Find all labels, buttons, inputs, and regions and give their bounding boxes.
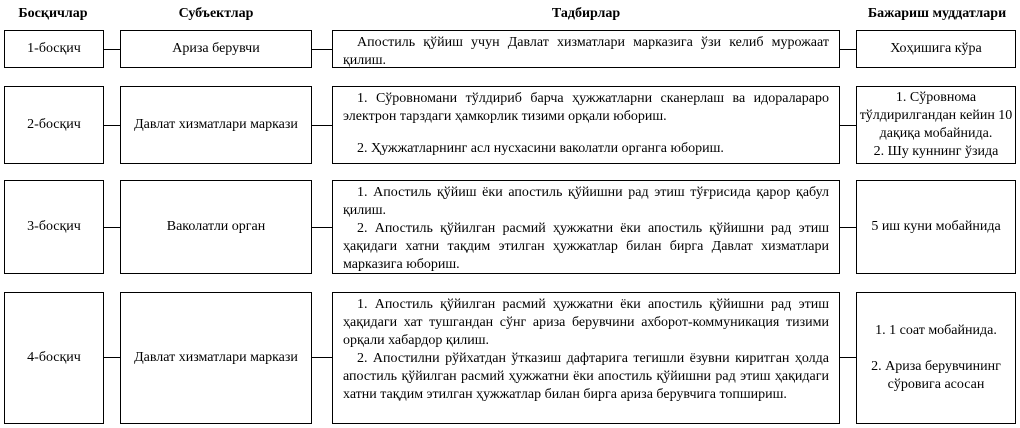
deadline-text: Хоҳишига кўра [890,41,982,56]
deadline-box-2 [856,86,1016,164]
deadline-box-4 [856,292,1016,424]
header-subjects: Субъектлар [178,6,254,21]
deadline-box-1 [856,30,1016,68]
deadline-text: 2. Шу куннинг ўзида [873,144,999,159]
connector [840,125,856,126]
actions-box-4 [332,292,840,424]
actions-box-2 [332,86,840,164]
stage-box-2: 2-босқич [4,86,104,164]
actions-box-3 [332,180,840,274]
connector [840,357,856,358]
actions-box-1 [332,30,840,68]
action-text: 2. Апостиль қўйилган расмий ҳужжатни ёки апостиль қўйишни рад этиш ҳақидаги хатни тақдим этилган ҳужжатлар билан бирга Давлат хизматлари марказига юбориш. [343,221,829,272]
connector [312,49,332,50]
subject-box-2: Давлат хизматлари маркази [120,86,312,164]
header-stages: Босқичлар [18,6,88,21]
stage-box-3: 3-босқич [4,180,104,274]
action-text: Апостиль қўйиш учун Давлат хизматлари марказига ўзи келиб мурожаат қилиш. [343,35,829,68]
action-text: 2. Ҳужжатларнинг асл нусхасини ваколатли органга юбориш. [357,141,724,156]
action-text: 1. Сўровномани тўлдириб барча ҳужжатларни сканерлаш ва идоралараро электрон тарздаги ҳамкорлик тизими орқали юбориш. [343,91,829,124]
subject-box-4: Давлат хизматлари маркази [120,292,312,424]
deadline-text: 1. Сўровнома тўлдирилгандан кейин 10 дақиқа мобайнида. [859,90,1013,141]
connector [840,49,856,50]
connector [312,357,332,358]
action-text: 1. Апостиль қўйиш ёки апостиль қўйишни рад этиш тўғрисида қарор қабул қилиш. [343,185,829,218]
stage-box-1: 1-босқич [4,30,104,68]
header-deadlines: Бажариш муддатлари [867,6,1007,21]
deadline-text: 5 иш куни мобайнида [871,219,1001,234]
connector [104,357,120,358]
connector [104,49,120,50]
connector [104,125,120,126]
connector [312,227,332,228]
deadline-text: 1. 1 соат мобайнида. [875,323,997,338]
connector [104,227,120,228]
stage-box-4: 4-босқич [4,292,104,424]
deadline-text: 2. Ариза берувчининг сўровига асосан [871,359,1001,392]
connector [312,125,332,126]
deadline-box-3 [856,180,1016,274]
action-text: 1. Апостиль қўйилган расмий ҳужжатни ёки апостиль қўйишни рад этиш ҳақидаги хат тушгандан сўнг ариза берувчини ахборот-коммуникация тизими орқали хабардор қилиш. [343,297,829,348]
subject-box-1: Ариза берувчи [120,30,312,68]
action-text: 2. Апостилни рўйхатдан ўтказиш дафтарига тегишли ёзувни киритган ҳолда апостиль қўйилган расмий ҳужжатни ёки апостиль қўйишни рад этиш ҳақидаги хатни тақдим этилган ҳужжатлар билан бирга ариза берувчига топшириш. [343,351,829,402]
subject-box-3: Ваколатли орган [120,180,312,274]
connector [840,227,856,228]
header-actions: Тадбирлар [551,6,621,21]
